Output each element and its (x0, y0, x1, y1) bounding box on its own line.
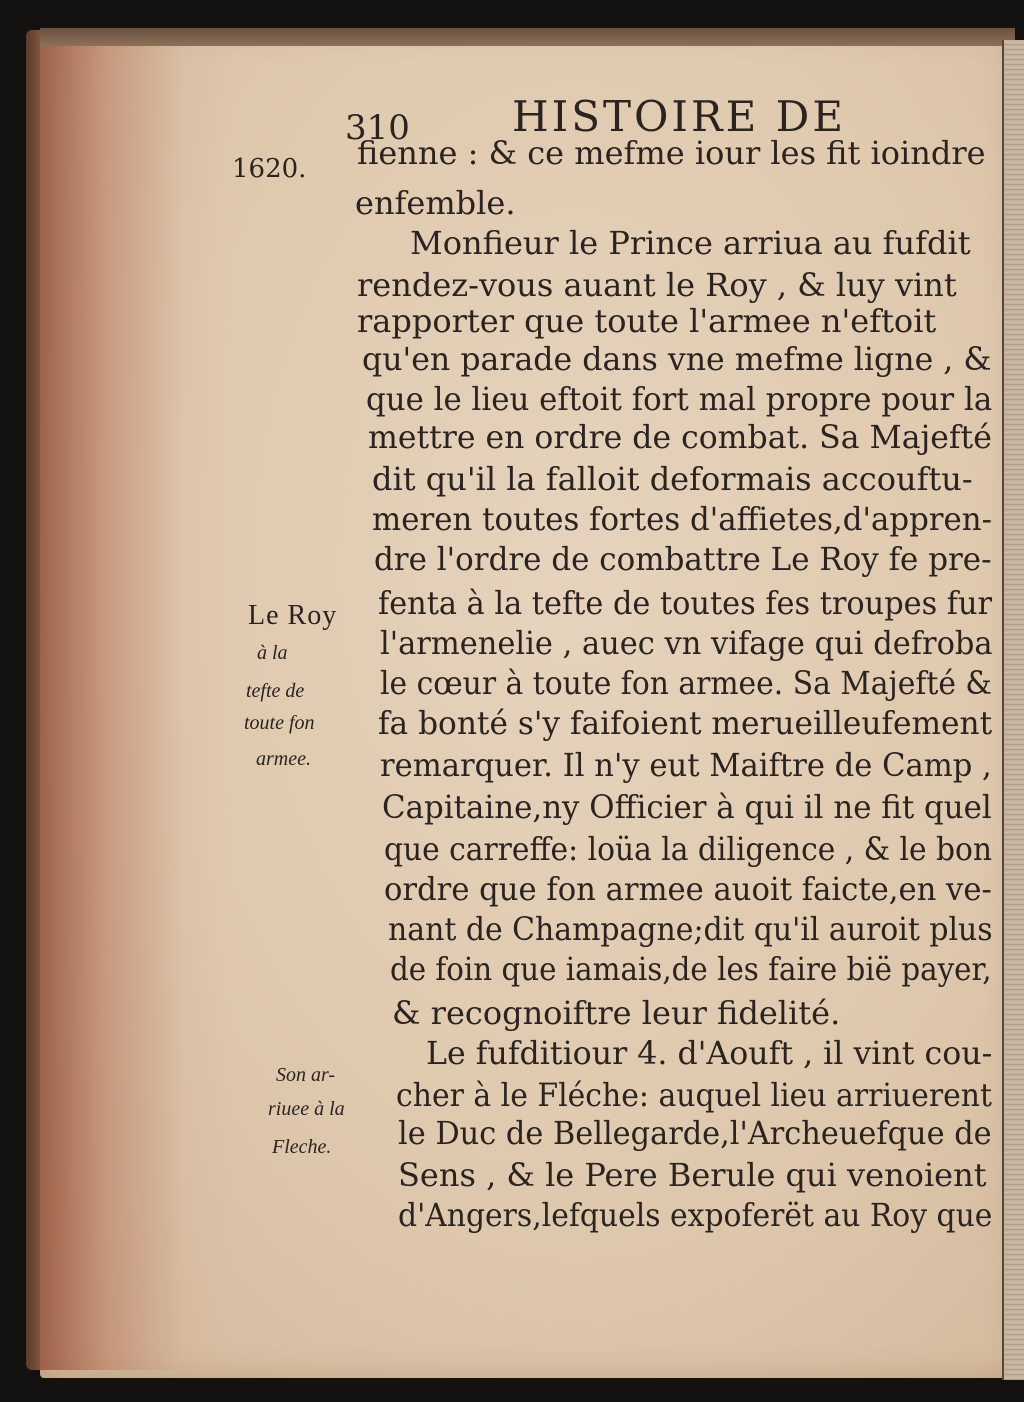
body-line: que le lieu eftoit fort mal propre pour la (366, 380, 993, 418)
body-line: & recognoiftre leur fidelité. (392, 994, 841, 1032)
body-line: remarquer. Il n'y eut Maiftre de Camp , (380, 746, 992, 784)
body-line: de foin que iamais,de les faire bië payer, (390, 950, 992, 988)
body-line: nant de Champagne;dit qu'il auroit plus (388, 910, 993, 948)
body-line: que carreffe: loüa la diligence , & le bon (384, 830, 992, 868)
body-line: Capitaine,ny Officier à qui il ne fit quel (382, 788, 992, 826)
body-line: fa bonté s'y faifoient merueilleufement (378, 704, 993, 742)
margin-note-line: riuee à la (268, 1098, 345, 1120)
body-line: fienne : & ce mefme iour les fit ioindre (357, 134, 986, 172)
body-line: d'Angers,lefquels expoferët au Roy que (398, 1196, 993, 1234)
body-line: le cœur à toute fon armee. Sa Majefté & (380, 664, 992, 702)
body-line: meren toutes fortes d'affietes,d'appren- (372, 500, 993, 538)
margin-note-line: Son ar- (276, 1064, 336, 1086)
body-line: fenta à la tefte de toutes fes troupes fur (378, 584, 993, 622)
body-line: rendez-vous auant le Roy , & luy vint (357, 266, 957, 304)
top-page-edge (40, 28, 1015, 46)
body-line: dre l'ordre de combattre Le Roy fe pre- (374, 540, 992, 578)
body-line: l'armenelie , auec vn vifage qui defroba (380, 624, 993, 662)
body-line: qu'en parade dans vne mefme ligne , & (362, 340, 992, 378)
body-line: ordre que fon armee auoit faicte,en ve- (384, 870, 992, 908)
body-line: dit qu'il la falloit deformais accouftu- (372, 460, 973, 498)
body-line: Sens , & le Pere Berule qui venoient (398, 1156, 987, 1194)
margin-note-line: tefte de (246, 680, 305, 702)
running-head: HISTOIRE DE (512, 92, 846, 141)
margin-stain (40, 40, 230, 1370)
right-page-edges (1002, 40, 1024, 1380)
body-line: cher à le Fléche: auquel lieu arriuerent (396, 1076, 992, 1114)
margin-note-line: Le Roy (248, 600, 338, 631)
body-line: mettre en ordre de combat. Sa Majefté (368, 418, 992, 456)
body-line: rapporter que toute l'armee n'eftoit (357, 302, 937, 340)
margin-note-line: Fleche. (272, 1136, 332, 1158)
margin-note-line: toute fon (244, 712, 315, 734)
body-line: Monfieur le Prince arriua au fufdit (410, 224, 971, 262)
margin-note-line: à la (257, 642, 288, 664)
body-line: enfemble. (355, 184, 516, 222)
page-number: 310 (345, 108, 410, 148)
body-line: le Duc de Bellegarde,l'Archeuefque de (398, 1114, 992, 1152)
margin-note-line: armee. (256, 748, 311, 770)
year-marker: 1620. (232, 154, 307, 184)
body-line: Le fufditiour 4. d'Aouft , il vint cou- (426, 1034, 993, 1072)
